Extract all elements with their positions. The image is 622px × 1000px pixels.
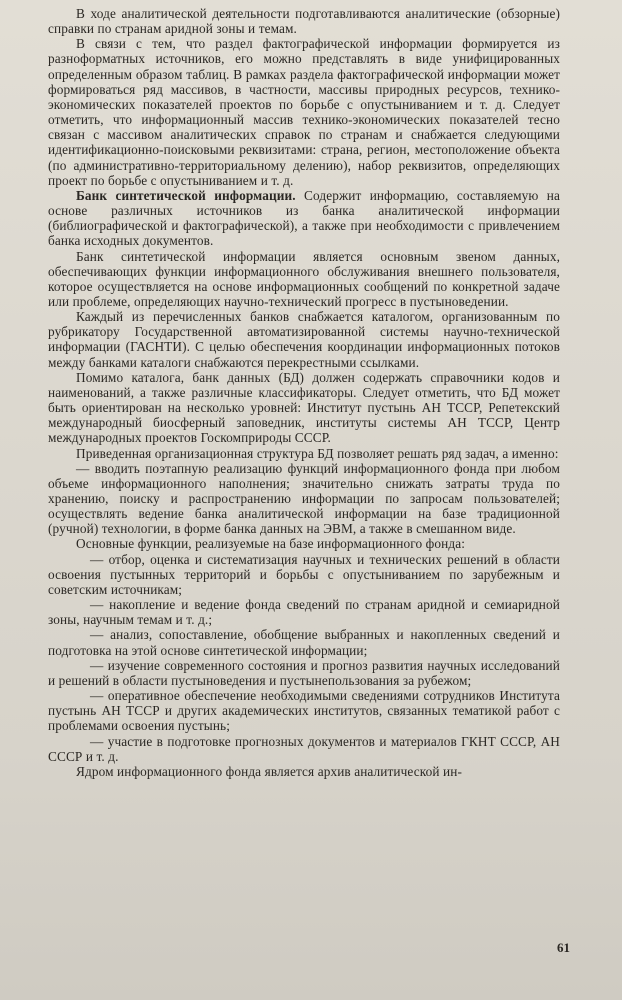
paragraph [48,188,560,249]
list-item: — анализ, сопоставление, обобщение выбранных и накопленных сведений и подготовка на этой основе синтетической информации; [48,627,560,658]
paragraph: Помимо каталога, банк данных (БД) должен содержать справочники кодов и наименований, а также различные классификаторы. Следует отметить, что БД может быть ориентирован на несколько уровней: Институт пустынь АН ТССР, Репетекский международный биосферный заповедник, институты системы АН ТССР, Центр международных проектов Госкомприроды СССР. [48,369,560,446]
paragraph: В связи с тем, что раздел фактографической информации формируется из разноформатных источников, его можно представлять в виде унифицированных определенным образом таблиц. В рамках раздела фактографической информации может формироваться ряд массивов, в частности, массивы природных ресурсов, технико-экономических показателей проектов по борьбе с опустыниванием и т. д. Следует отметить, что информационный массив технико-экономических показателей тесно связан с массивом аналитических справок по странам и снабжается следующими идентификационно-поисковыми реквизитами: страна, регион, местоположение объекта (по административно-территориальному делению), набор реквизитов, определяющих проект по борьбе с опустыниванием и т. д. [48,36,560,188]
list-item: — вводить поэтапную реализацию функций информационного фонда при любом объеме информационного наполнения; значительно снижать затраты труда по хранению, поиску и распространению информации по запросам пользователей; осуществлять ведение банка аналитической информации на базе традиционной (ручной) технологии, в форме банка данных на ЭВМ, а также в смешанном виде. [48,460,560,537]
paragraph: Приведенная организационная структура БД позволяет решать ряд задач, а именно: [76,445,559,461]
paragraph: Каждый из перечисленных банков снабжается каталогом, организованным по рубрикатору Государственной автоматизированной системы научно-технической информации (ГАСНТИ). С целью обеспечения координации информационных потоков между банками каталоги снабжаются перекрестными ссылками. [48,309,560,370]
page-number: 61 [557,940,570,955]
section-heading: Банк синтетической информации. [76,187,296,203]
paragraph: Банк синтетической информации является основным звеном данных, обеспечивающих функции информационного обслуживания внешнего пользователя, которое осуществляется на основе информационных сообщений по конкретной задаче или проблеме, определяющих научно-технический прогресс в пустыноведении. [48,248,560,309]
paragraph-text: Содержит информацию, составляемую на основе различных источников из банка аналитической информации (библиографической и фактографической), а также при необходимости с привлечением банка исходных документов. [48,187,560,249]
list-item: — отбор, оценка и систематизация научных и технических решений в области освоения пустынных территорий и борьбы с опустыниванием по зарубежным и советским источникам; [48,551,560,597]
list-item: — оперативное обеспечение необходимыми сведениями сотрудников Института пустынь АН ТССР и других академических институтов, связанных тематикой работ с проблемами освоения пустынь; [48,688,560,734]
body-text [48,6,560,779]
list-item: — накопление и ведение фонда сведений по странам аридной и семиаридной зоны, научным темам и т. д.; [48,597,560,628]
list-item: — изучение современного состояния и прогноз развития научных исследований и решений в области пустыноведения и пустынепользования за рубежом; [48,657,560,688]
paragraph: Ядром информационного фонда является архив аналитической ин- [76,763,462,779]
list-item: — участие в подготовке прогнозных документов и материалов ГКНТ СССР, АН СССР и т. д. [48,733,560,764]
paragraph: Основные функции, реализуемые на базе информационного фонда: [76,536,465,552]
paragraph: В ходе аналитической деятельности подготавливаются аналитические (обзорные) справки по странам аридной зоны и темам. [48,6,560,37]
